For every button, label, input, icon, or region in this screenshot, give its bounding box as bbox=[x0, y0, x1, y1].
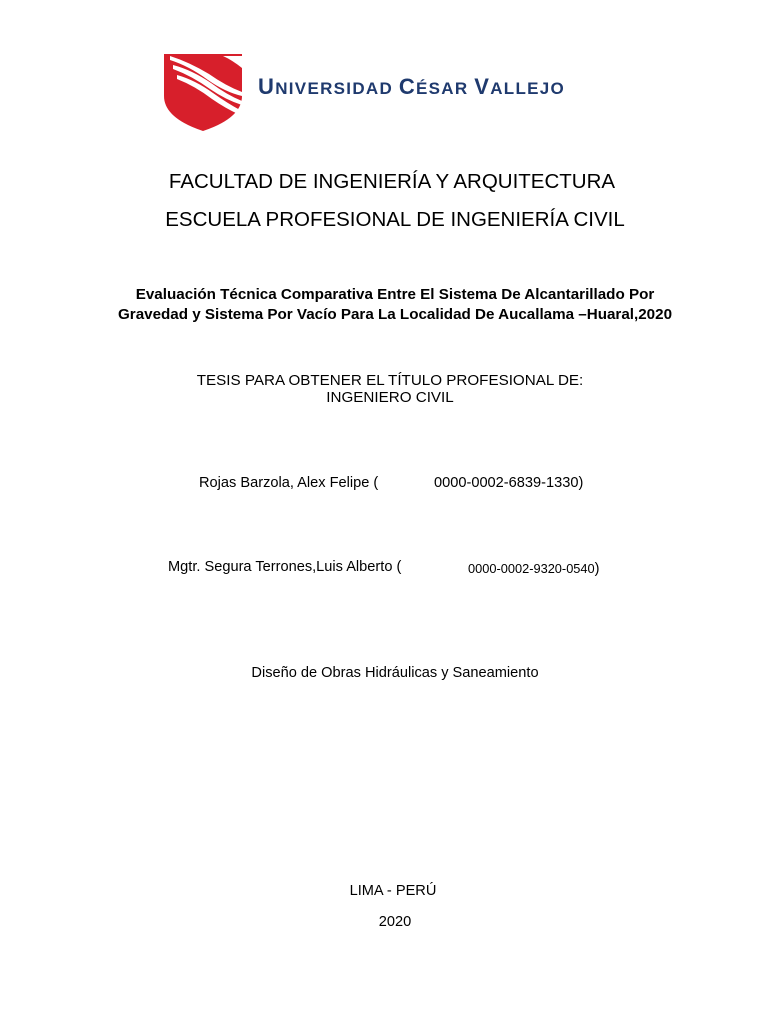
faculty-heading: FACULTAD DE INGENIERÍA Y ARQUITECTURA bbox=[168, 170, 616, 193]
logo-letter: C bbox=[398, 74, 417, 99]
research-line: Diseño de Obras Hidráulicas y Saneamiento bbox=[251, 665, 539, 681]
degree-name: INGENIERO CIVIL bbox=[326, 389, 454, 406]
author-name: Rojas Barzola, Alex Felipe ( bbox=[199, 475, 379, 491]
thesis-title bbox=[100, 285, 690, 325]
thesis-title-line: Gravedad y Sistema Por Vacío Para La Localidad De Aucallama –Huaral,2020 bbox=[117, 306, 673, 323]
logo-letter: V bbox=[474, 74, 491, 99]
degree-statement: TESIS PARA OBTENER EL TÍTULO PROFESIONAL DE: bbox=[196, 372, 584, 389]
advisor-orcid bbox=[468, 561, 600, 577]
advisor-name: Mgtr. Segura Terrones,Luis Alberto ( bbox=[168, 559, 402, 575]
university-name bbox=[258, 76, 565, 98]
shield-icon bbox=[163, 52, 243, 132]
school-heading: ESCUELA PROFESIONAL DE INGENIERÍA CIVIL bbox=[165, 208, 625, 231]
logo-letter: U bbox=[258, 74, 276, 99]
author-orcid: 0000-0002-6839-1330) bbox=[434, 475, 584, 491]
university-logo-shield bbox=[163, 52, 243, 132]
logo-word: ÉSAR bbox=[416, 79, 469, 98]
advisor-orcid-close: ) bbox=[594, 561, 600, 577]
thesis-title-line: Evaluación Técnica Comparativa Entre El Sistema De Alcantarillado Por bbox=[135, 286, 655, 303]
advisor-orcid-number: 0000-0002-9320-0540 bbox=[468, 561, 595, 576]
logo-word: NIVERSIDAD bbox=[275, 79, 394, 98]
year: 2020 bbox=[378, 914, 412, 930]
logo-word: ALLEJO bbox=[490, 79, 566, 98]
city: LIMA - PERÚ bbox=[349, 883, 437, 899]
